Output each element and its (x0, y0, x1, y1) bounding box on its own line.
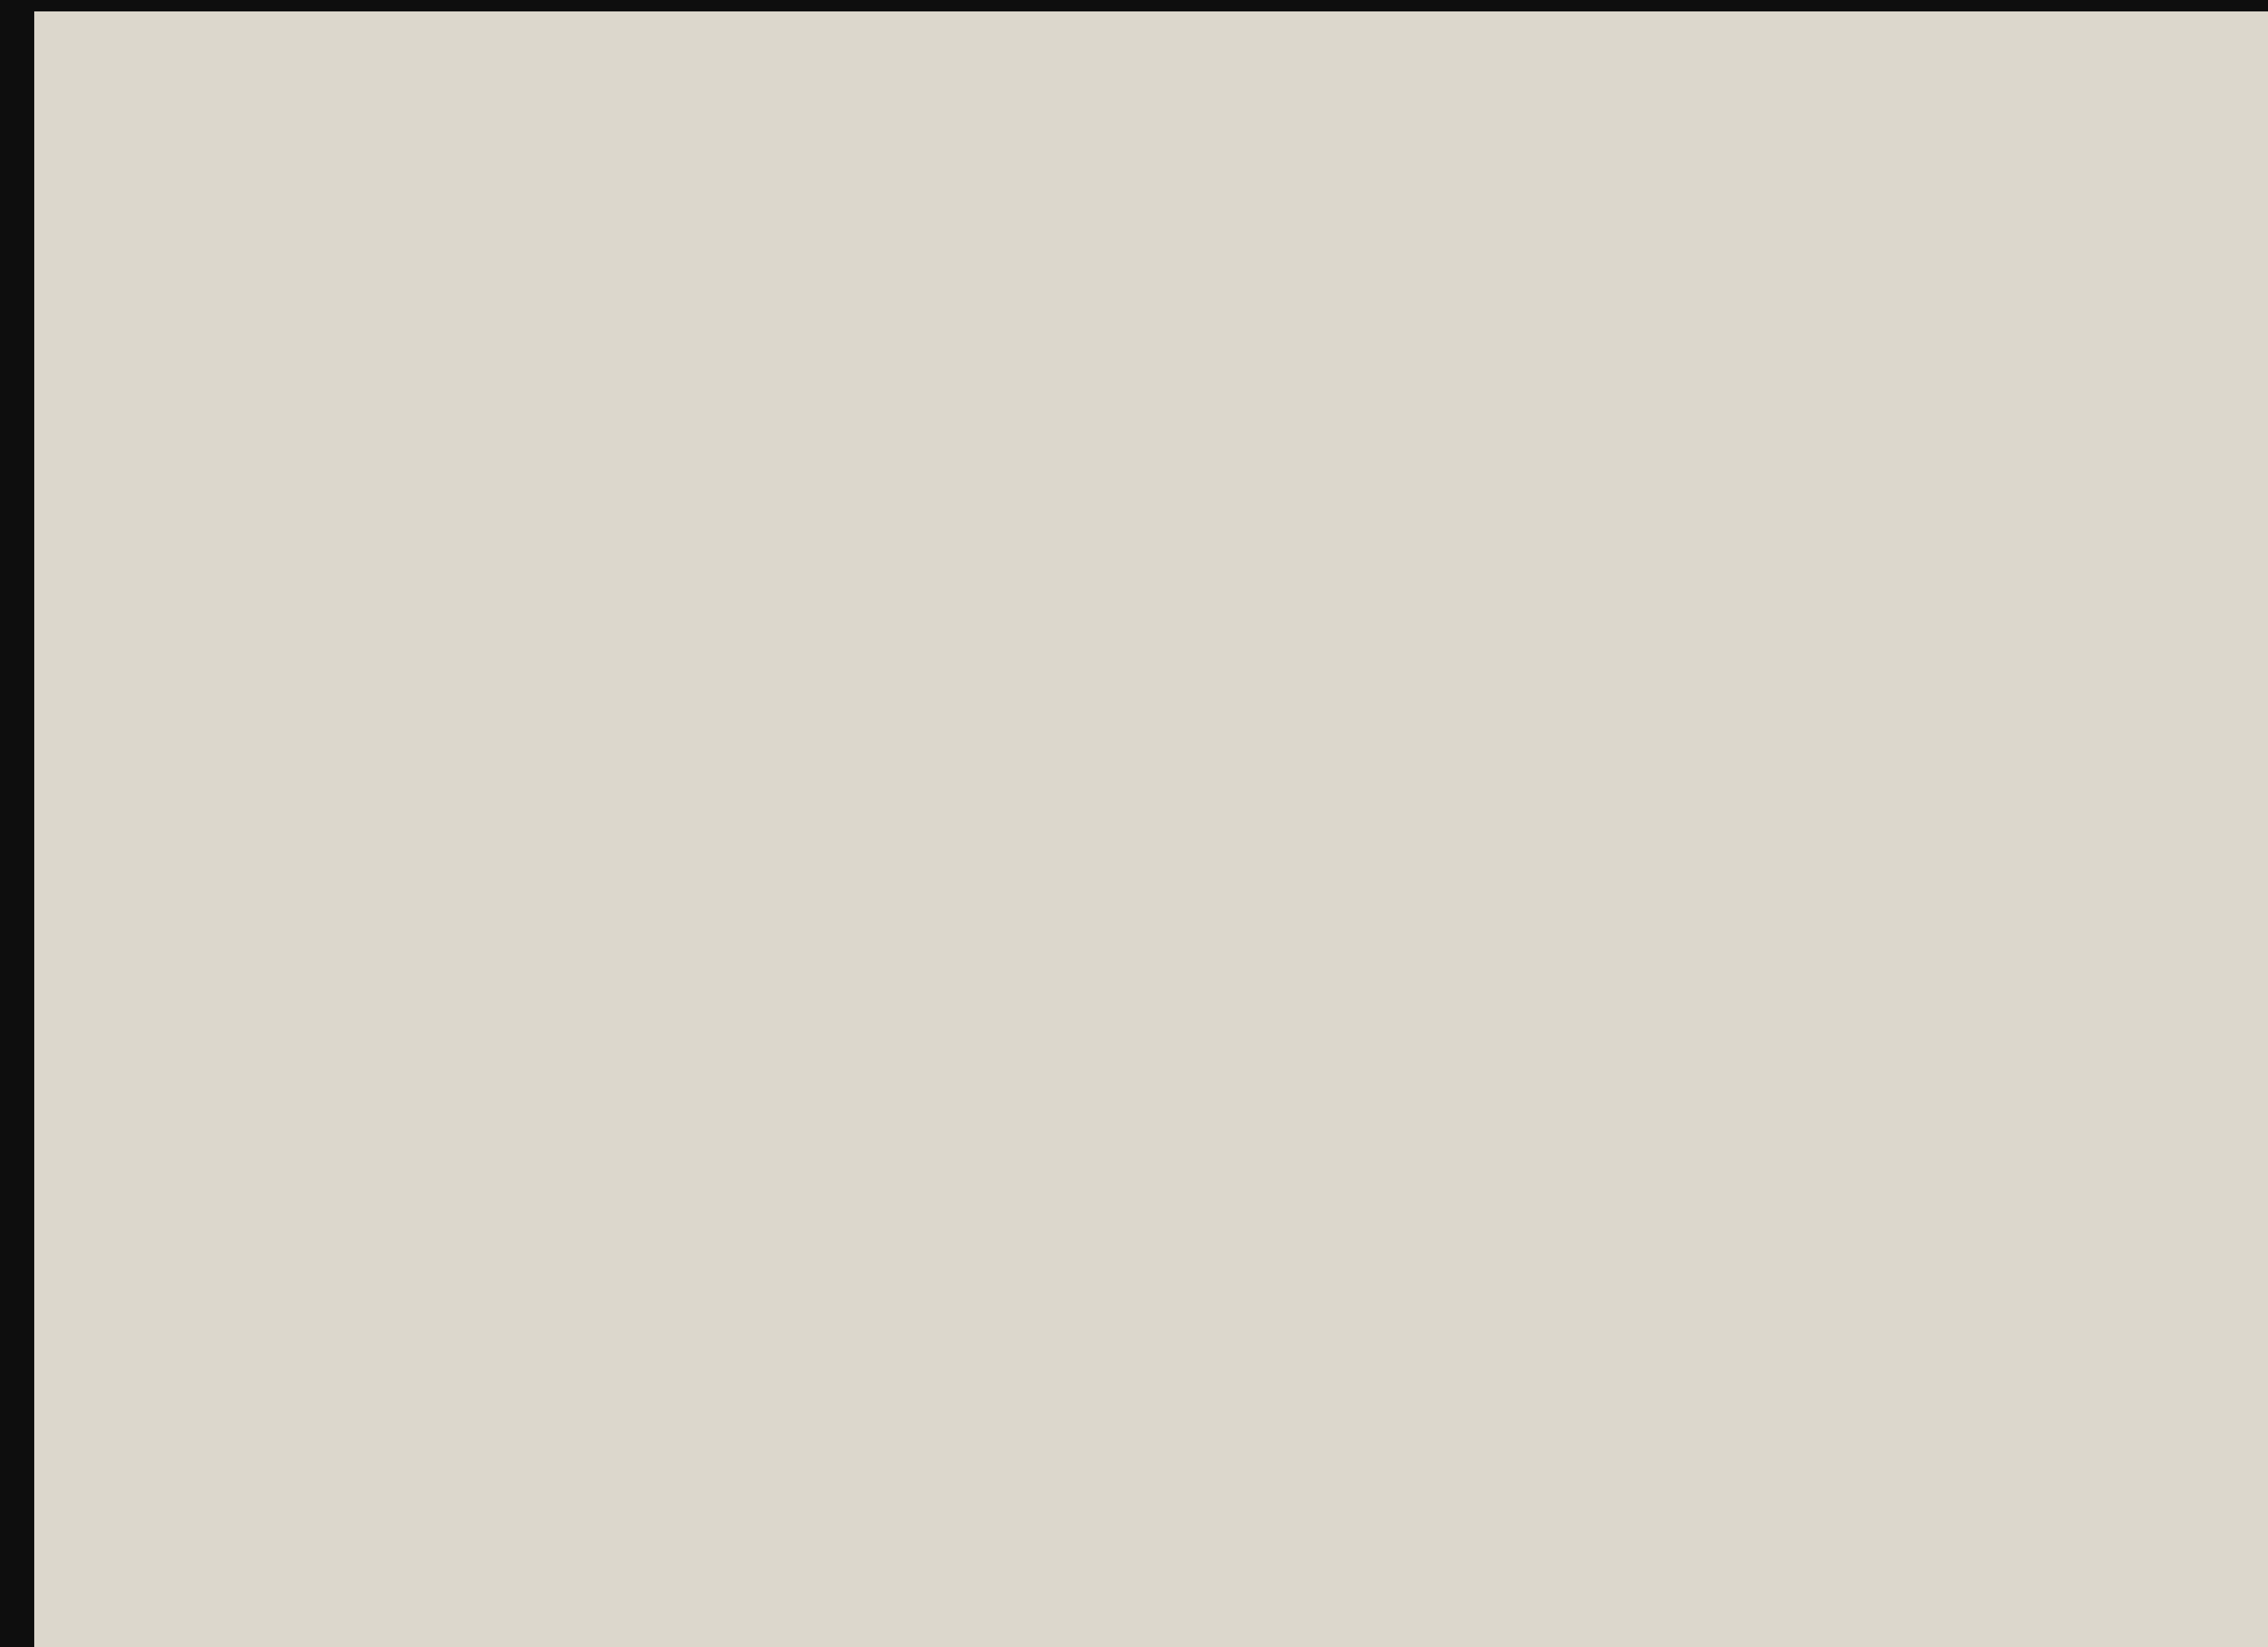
photographed-newspaper (34, 11, 2268, 1647)
